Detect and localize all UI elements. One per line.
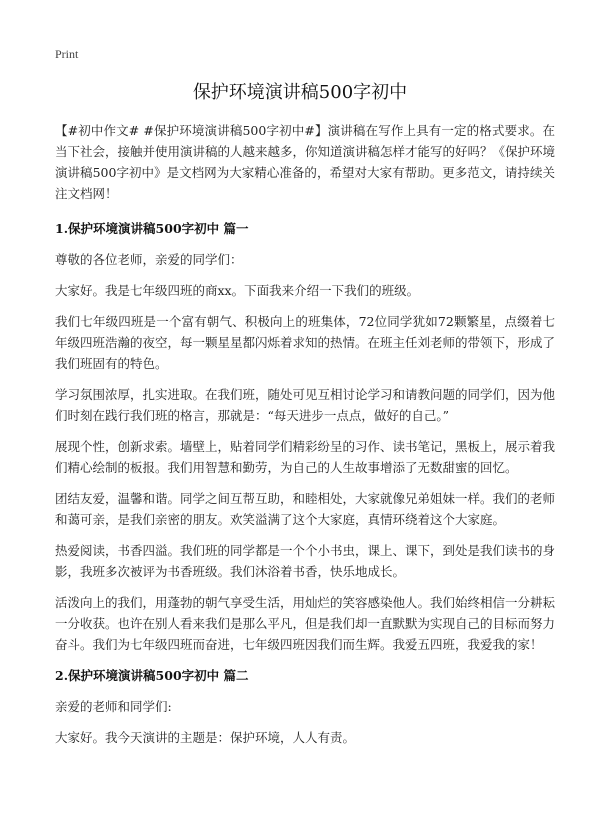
document-title: 保护环境演讲稿500字初中 (192, 82, 408, 103)
paragraph: 展现个性，创新求索。墙壁上，贴着同学们精彩纷呈的习作、读书笔记，黑板上，展示着我们精心绘制的板报。我们用智慧和勤劳，为自己的人生故事增添了无数甜蜜的回忆。 (55, 439, 556, 475)
section-heading-1: 1.保护环境演讲稿500字初中 篇一 (55, 221, 249, 236)
paragraph: 热爱阅读，书香四溢。我们班的同学都是一个个小书虫，课上、课下，到处是我们读书的身影，我班多次被评为书香班级。我们沐浴着书香，快乐地成长。 (55, 543, 556, 579)
document-body (55, 120, 555, 758)
intro-paragraph: 【#初中作文# #保护环境演讲稿500字初中#】演讲稿在写作上具有一定的格式要求。在当下社会，接触并使用演讲稿的人越来越多，你知道演讲稿怎样才能写的好吗？《保护环境演讲稿500字初中》是文档网为大家精心准备的，希望对大家有帮助。更多范文，请持续关注文档网！ (55, 123, 556, 201)
paragraph: 活泼向上的我们，用蓬勃的朝气享受生活，用灿烂的笑容感染他人。我们始终相信一分耕耘一分收获。也许在别人看来我们是那么平凡，但是我们却一直默默为实现自己的目标而努力奋斗。我们为七年级四班而奋进，七年级四班因我们而生辉。我爱五四班，我爱我的家！ (55, 595, 556, 652)
paragraph: 亲爱的老师和同学们: (55, 699, 172, 714)
paragraph: 团结友爱，温馨和谐。同学之间互帮互助，和睦相处，大家就像兄弟姐妹一样。我们的老师和蔼可亲，是我们亲密的朋友。欢笑溢满了这个大家庭，真情环绕着这个大家庭。 (55, 491, 556, 527)
paragraph: 大家好。我是七年级四班的商xx。下面我来介绍一下我们的班级。 (55, 283, 420, 298)
print-label: Print (55, 47, 79, 61)
paragraph: 学习氛围浓厚，扎实进取。在我们班，随处可见互相讨论学习和请教问题的同学们，因为他们时刻在践行我们班的格言，那就是：“每天进步一点点，做好的自己。” (55, 387, 556, 423)
paragraph: 尊敬的各位老师，亲爱的同学们： (55, 252, 243, 267)
paragraph: 大家好。我今天演讲的主题是：保护环境，人人有责。 (55, 730, 356, 745)
section-heading-2: 2.保护环境演讲稿500字初中 篇二 (55, 668, 249, 683)
paragraph: 我们七年级四班是一个富有朝气、积极向上的班集体，72位同学犹如72颗繁星，点缀着七年级四班浩瀚的夜空，每一颗星星都闪烁着求知的热情。在班主任刘老师的带领下，形成了我们班固有的特色。 (55, 314, 556, 371)
